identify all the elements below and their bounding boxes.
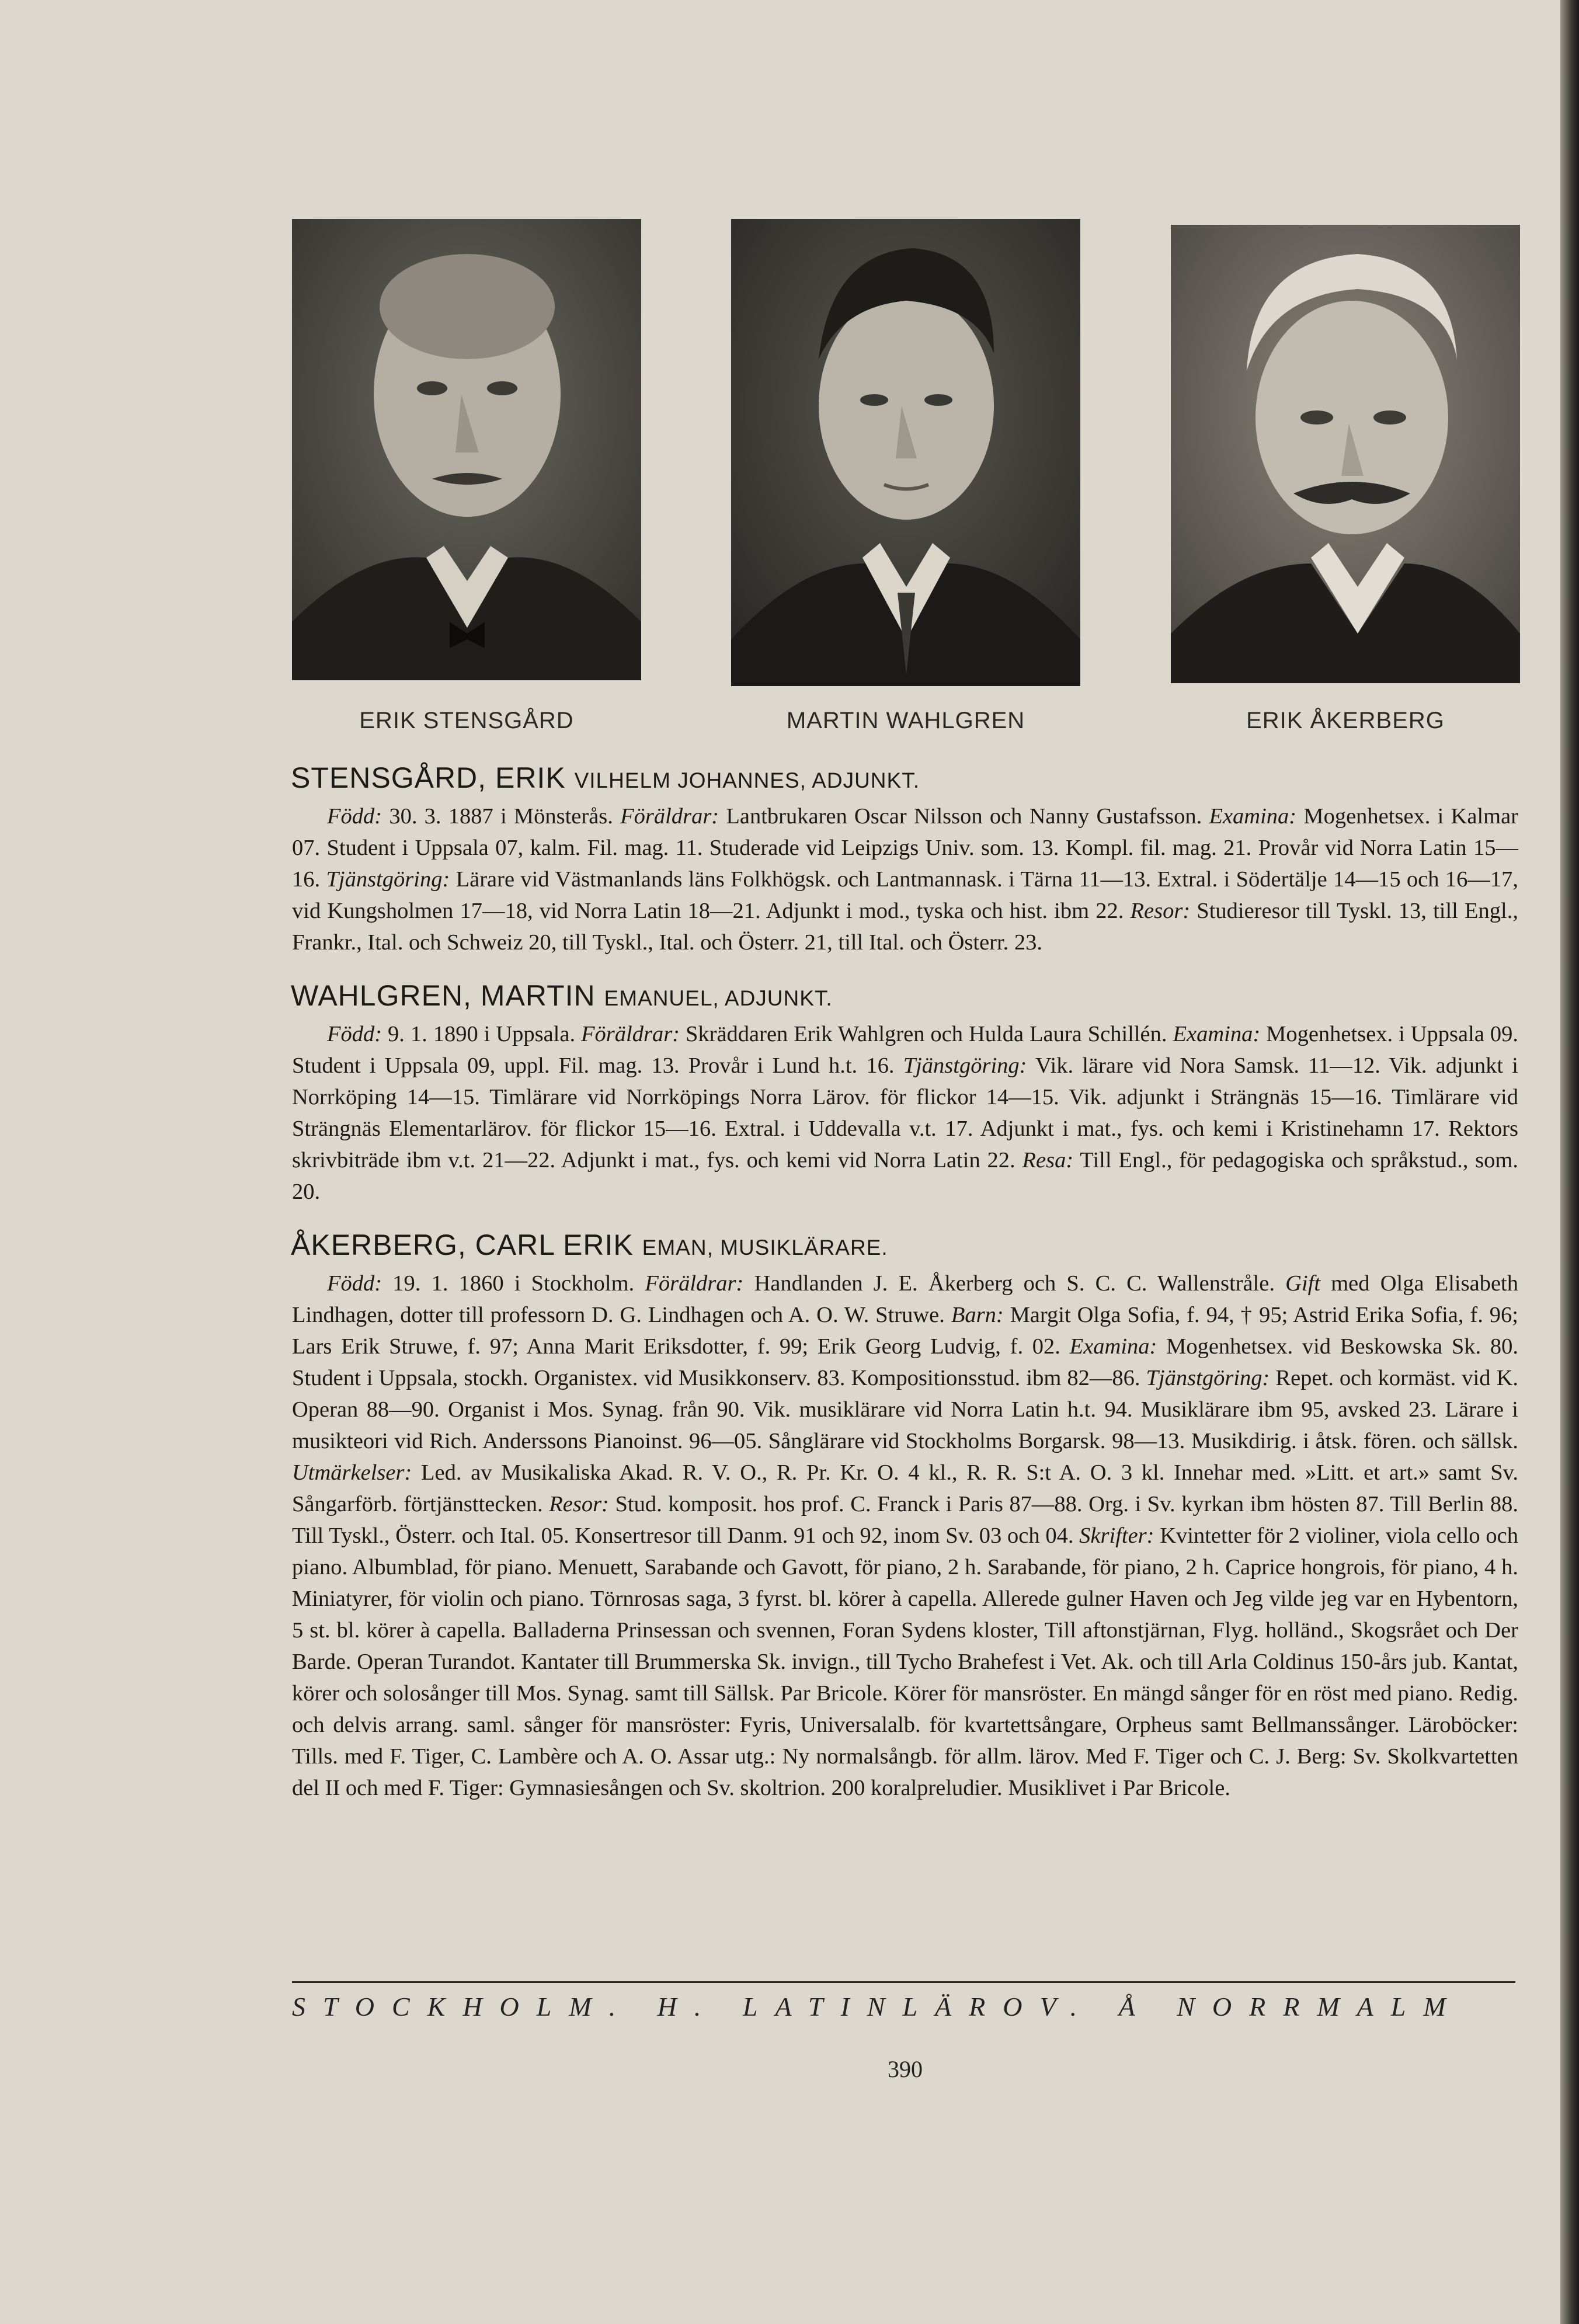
field-text: Studieresor till Tyskl. 13, till Engl., Frankr., Ital. och Schweiz 20, till Tyskl., Ital. och Österr. 21, till Ital. och Österr. 23.	[292, 899, 1518, 955]
field-label: Resor:	[549, 1492, 609, 1516]
portrait-caption: ERIK ÅKERBERG	[1246, 708, 1445, 733]
field-text: Till Engl., för pedagogiska och språkstud., som. 20.	[292, 1148, 1518, 1204]
portrait-photo	[1171, 225, 1520, 683]
field-text: Kvintetter för 2 violiner, viola cello och piano. Albumblad, för piano. Menuett, Sarabande och Gavott, för piano, 2 h. Sarabande, för piano, 2 h. Caprice hongrois, för piano, 4 h. Miniatyrer, för violin och piano. Törnrosas saga, 3 fyrst. bl. körer à capella. Allerede gulner Haven och Jeg vilde jeg var en Hybentorn, 5 st. bl. körer à capella. Balladerna Prinsessan och svennen, Foran Sydens kloster, Till aftonstjärnan, Flyg. holländ., Skogsrået och Der Barde. Operan Turandot. Kantater till Brummerska Sk. invign., till Tycho Brahefest i Vet. Ak. och till Arla Coldinus 150-års jub. Kantat, körer och solosånger till Mos. Synag. samt till Sällsk. Par Bricole. Körer för mansröster. En mängd sånger för en röst med piano. Redig. och delvis arrang. saml. sånger för mansröster: Fyris, Universalalb. för kvartettsångare, Orpheus samt Bellmanssånger. Läroböcker: Tills. med F. Tiger, C. Lambère och A. O. Assar utg.: Ny normalsångb. för allm. lärov. Med F. Tiger och C. J. Berg: Sv. Skolkvartetten del II och med F. Tiger: Gymnasiesången och Sv. skoltrion. 200 koralpreludier. Musiklivet i Par Bricole.	[292, 1523, 1518, 1800]
field-text: Mogenhetsex. vid Beskowska Sk. 80. Student i Uppsala, stockh. Organistex. vid Musikkonserv. 83. Kompositionsstud. ibm 82—86.	[292, 1334, 1518, 1390]
field-label: Född:	[327, 1022, 382, 1046]
portrait-akerberg-image	[1171, 225, 1520, 683]
field-text: Handlanden J. E. Åkerberg och S. C. C. Wallenstråle.	[743, 1271, 1286, 1296]
field-label: Föräldrar:	[620, 804, 719, 829]
field-label: Examina:	[1209, 804, 1297, 829]
field-label: Barn:	[951, 1303, 1004, 1327]
entry-given-name: MARTIN	[480, 979, 596, 1012]
entry-body	[292, 1018, 1518, 1208]
field-label: Tjänstgöring:	[903, 1053, 1027, 1078]
footer-divider	[292, 1981, 1515, 1983]
biography-entry	[292, 1226, 1518, 1804]
entry-body	[292, 1268, 1518, 1804]
entry-heading-rest: EMANUEL, ADJUNKT.	[604, 986, 833, 1010]
field-label: Tjänstgöring:	[326, 867, 450, 892]
field-text: med Olga Elisabeth Lindhagen, dotter till professorn D. G. Lindhagen och A. O. W. Struwe.	[292, 1271, 1518, 1327]
field-text: 30. 3. 1887 i Mönsterås.	[382, 804, 621, 829]
page-number: 390	[888, 2056, 923, 2082]
book-spine-shadow	[1560, 0, 1579, 2324]
field-text: Lantbrukaren Oscar Nilsson och Nanny Gustafsson.	[719, 804, 1209, 829]
entry-heading	[291, 1226, 1518, 1267]
entry-surname: STENSGÅRD,	[291, 761, 487, 794]
entry-given-name: ERIK	[495, 761, 566, 794]
field-text: Led. av Musikaliska Akad. R. V. O., R. Pr. Kr. O. 4 kl., R. R. S:t A. O. 3 kl. Innehar med. »Litt. et art.» samt Sv. Sångarförb. förtjänsttecken.	[292, 1460, 1518, 1516]
field-text: 9. 1. 1890 i Uppsala.	[382, 1022, 582, 1046]
field-text: 19. 1. 1860 i Stockholm.	[382, 1271, 645, 1296]
field-text: Mogenhetsex. i Uppsala 09. Student i Uppsala 09, uppl. Fil. mag. 13. Provår i Lund h.t. 16.	[292, 1022, 1518, 1078]
field-label: Skrifter:	[1079, 1523, 1154, 1548]
biography-entry	[292, 977, 1518, 1208]
biography-text	[292, 759, 1518, 1804]
field-text: Skräddaren Erik Wahlgren och Hulda Laura Schillén.	[680, 1022, 1173, 1046]
field-label: Föräldrar:	[581, 1022, 680, 1046]
field-text: Repet. och kormäst. vid K. Operan 88—90. Organist i Mos. Synag. från 90. Vik. musiklärare vid Norra Latin h.t. 94. Musiklärare ibm 95, avsked 23. Lärare i musikteori vid Rich. Anderssons Pianoinst. 96—05. Sånglärare vid Stockholms Borgarsk. 98—13. Musikdirig. i åtsk. fören. och sällsk.	[292, 1366, 1518, 1453]
running-footer: STOCKHOLM. H. LATINLÄROV. Å NORRMALM	[292, 1992, 1463, 2022]
field-label: Examina:	[1173, 1022, 1261, 1046]
entry-heading-rest: EMAN, MUSIKLÄRARE.	[642, 1236, 888, 1260]
portrait-wahlgren-image	[731, 219, 1080, 686]
field-text: Stud. komposit. hos prof. C. Franck i Paris 87—88. Org. i Sv. kyrkan ibm hösten 87. Till Berlin 88. Till Tyskl., Österr. och Ital. 05. Konsertresor till Danm. 91 och 92, inom Sv. 03 och 04.	[292, 1492, 1518, 1548]
field-text: Lärare vid Västmanlands läns Folkhögsk. och Lantmannask. i Tärna 11—13. Extral. i Södertälje 14—15 och 16—17, vid Kungsholmen 17—18, vid Norra Latin 18—21. Adjunkt i mod., tyska och hist. ibm 22.	[292, 867, 1518, 923]
field-label: Född:	[327, 1271, 382, 1296]
entry-surname: ÅKERBERG,	[291, 1229, 467, 1261]
entry-heading	[291, 759, 1518, 799]
portrait-caption: MARTIN WAHLGREN	[786, 708, 1025, 733]
field-label: Examina:	[1069, 1334, 1157, 1359]
biography-entry	[292, 759, 1518, 958]
entry-heading	[291, 977, 1518, 1017]
entry-surname: WAHLGREN,	[291, 979, 472, 1012]
field-label: Tjänstgöring:	[1146, 1366, 1270, 1390]
field-label: Utmärkelser:	[292, 1460, 412, 1485]
field-label: Gift	[1285, 1271, 1321, 1296]
field-text: Mogenhetsex. i Kalmar 07. Student i Uppsala 07, kalm. Fil. mag. 11. Studerade vid Leipzigs Univ. som. 13. Kompl. fil. mag. 21. Provår vid Norra Latin 15—16.	[292, 804, 1518, 892]
field-label: Resa:	[1022, 1148, 1074, 1173]
field-label: Föräldrar:	[645, 1271, 744, 1296]
entry-given-name: CARL ERIK	[475, 1229, 634, 1261]
entry-body	[292, 801, 1518, 958]
field-text: Vik. lärare vid Nora Samsk. 11—12. Vik. adjunkt i Norrköping 14—15. Timlärare vid Norrköpings Norra Lärov. för flickor 14—15. Vik. adjunkt i Strängnäs 15—16. Timlärare vid Strängnäs Elementarlärov. för flickor 15—16. Extral. i Uddevalla v.t. 17. Adjunkt i mat., fys. och kemi i Kristinehamn 17. Rektors skrivbiträde ibm v.t. 21—22. Adjunkt i mat., fys. och kemi vid Norra Latin 22.	[292, 1053, 1518, 1173]
field-text: Margit Olga Sofia, f. 94, † 95; Astrid Erika Sofia, f. 96; Lars Erik Struwe, f. 97; Anna Marit Eriksdotter, f. 99; Erik Georg Ludvig, f. 02.	[292, 1303, 1519, 1359]
field-label: Född:	[327, 804, 382, 829]
portrait-photo	[292, 219, 641, 680]
entry-heading-rest: VILHELM JOHANNES, ADJUNKT.	[574, 768, 920, 792]
portrait-photo	[731, 219, 1080, 686]
portrait-stensgard-image	[292, 219, 641, 680]
portrait-caption: ERIK STENSGÅRD	[359, 708, 574, 733]
field-label: Resor:	[1130, 899, 1191, 923]
